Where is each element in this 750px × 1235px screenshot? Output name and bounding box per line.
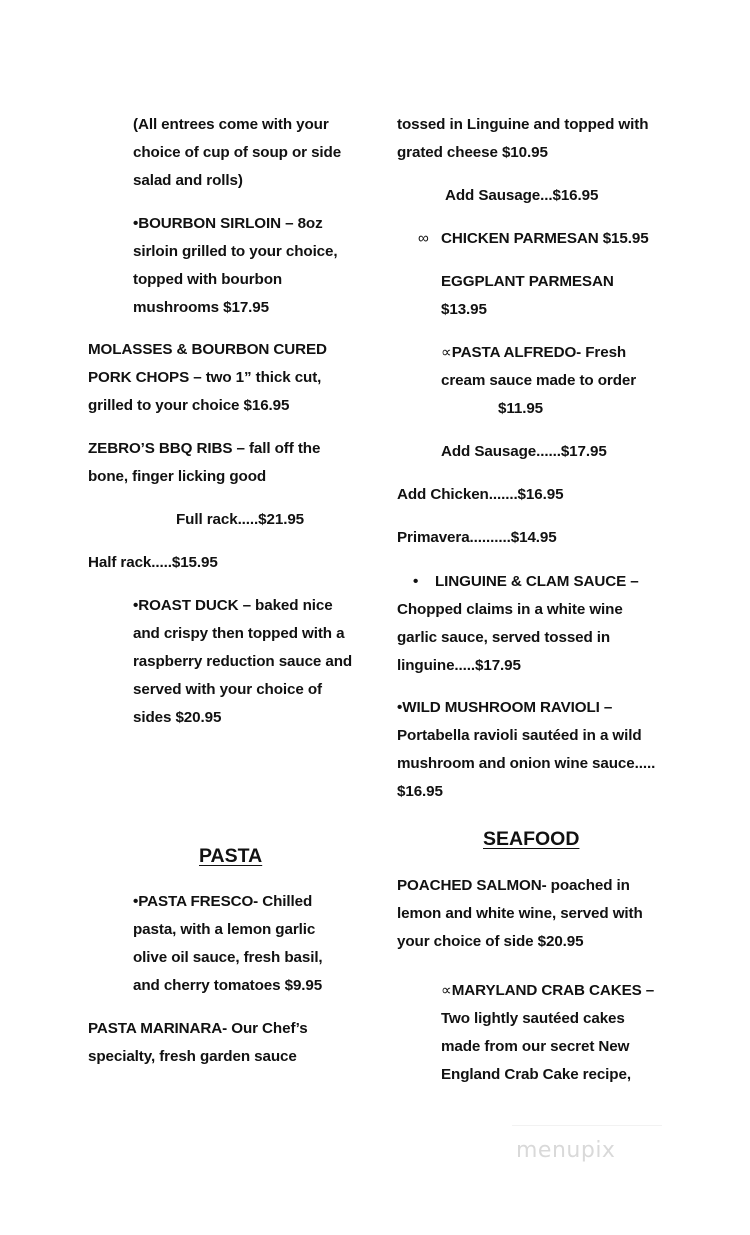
- primavera-option: Primavera..........$14.95: [397, 529, 557, 546]
- menupix-watermark: menupix: [516, 1138, 616, 1163]
- bourbon-sirloin-item: •BOURBON SIRLOIN – 8oz sirloin grilled to your choice, topped with bourbon mushrooms $17.95: [133, 215, 338, 316]
- pasta-alfredo-price: $11.95: [498, 400, 544, 417]
- half-rack-price: Half rack.....$15.95: [88, 554, 218, 571]
- chicken-parmesan-text: CHICKEN PARMESAN $15.95: [441, 230, 649, 247]
- marinara-continued: tossed in Linguine and topped with grated cheese $10.95: [397, 116, 649, 161]
- pasta-alfredo-text: PASTA ALFREDO- Fresh cream sauce made to order: [441, 344, 637, 389]
- seafood-heading: SEAFOOD: [483, 828, 580, 850]
- chicken-parmesan-item: [418, 225, 718, 253]
- pasta-fresco-item: •PASTA FRESCO- Chilled pasta, with a lemon garlic olive oil sauce, fresh basil, and cherry tomatoes $9.95: [133, 893, 323, 994]
- pork-chops-item: MOLASSES & BOURBON CURED PORK CHOPS – two 1” thick cut, grilled to your choice $16.95: [88, 341, 327, 414]
- eggplant-parmesan-item: EGGPLANT PARMESAN $13.95: [441, 273, 614, 318]
- linguine-clam-title-text: LINGUINE & CLAM SAUCE –: [435, 573, 639, 590]
- add-chicken-option: Add Chicken.......$16.95: [397, 486, 564, 503]
- pasta-heading: PASTA: [199, 845, 263, 867]
- bullet-icon: •: [413, 573, 419, 590]
- add-sausage-option-2: Add Sausage......$17.95: [441, 443, 607, 460]
- bbq-ribs-item: ZEBRO’S BBQ RIBS – fall off the bone, finger licking good: [88, 440, 321, 485]
- crab-cakes-text: MARYLAND CRAB CAKES – Two lightly sautéed cakes made from our secret New England Crab Cake recipe,: [441, 982, 655, 1083]
- linguine-clam-title: [413, 568, 713, 596]
- linguine-clam-description: Chopped claims in a white wine garlic sauce, served tossed in linguine.....$17.95: [397, 601, 623, 674]
- add-sausage-option-1: Add Sausage...$16.95: [445, 187, 599, 204]
- full-rack-price: Full rack.....$21.95: [176, 511, 305, 528]
- entrees-note: (All entrees come with your choice of cup of soup or side salad and rolls): [133, 116, 342, 189]
- infinity-mark-icon: ∞: [418, 230, 429, 247]
- pasta-marinara-item: PASTA MARINARA- Our Chef’s specialty, fresh garden sauce: [88, 1020, 308, 1065]
- poached-salmon-item: POACHED SALMON- poached in lemon and white wine, served with your choice of side $20.95: [397, 877, 643, 950]
- proportional-mark-icon: ∝: [441, 982, 452, 999]
- crab-cakes-item: [441, 977, 663, 1089]
- roast-duck-item: •ROAST DUCK – baked nice and crispy then topped with a raspberry reduction sauce and served with your choice of sides $20.95: [133, 597, 353, 726]
- mushroom-ravioli-item: •WILD MUSHROOM RAVIOLI – Portabella ravioli sautéed in a wild mushroom and onion wine sauce..... $16.95: [397, 699, 656, 800]
- proportional-mark-icon: ∝: [441, 344, 452, 361]
- pasta-alfredo-item: [441, 339, 671, 395]
